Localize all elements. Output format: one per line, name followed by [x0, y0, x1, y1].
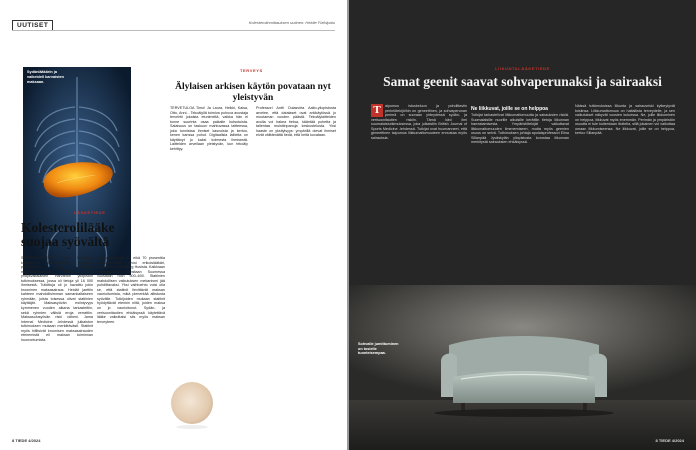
- right-column-2: [471, 104, 569, 145]
- section-label: UUTISET: [12, 20, 53, 31]
- right-column-3: Näissä tutkimuksissa liikunta ja sairausriski kytkeytyvät toisiinsa. Liikkumattomuus on haitallista terveydelle, ja sen vaikutukset näkyvät vuosien kuluessa. Ne, joille liikkuminen on helppoa, liikkuvat myös enemmän. Perimän ja ympäristön osuutta ei tule kuitenkaan liioitella, sillä jokainen voi vaikuttaa omaan liikkumiseensa. Ne liikkuvat, joille se on helppoa, kertoo Sillanpää.: [575, 104, 675, 136]
- device-shadow: [176, 425, 208, 429]
- page-folio: 8 TIEDE 4/2024: [12, 438, 41, 443]
- right-column-1-text: aipumus istuskeluun ja pohdittaviin perintötekijöihin on geneettinen, ja sohvaperunan perimä on suoraan yhteydessä sydän- ja verisuonitautien riskiin. Tämä kävi ilmi suomalaistutkimuksessa, joka julkaistiin British Journal of Sports Medicine -lehdessä. Tutkijat ovat huomanneet, että geneettinen taipumus liikkumattomuuteen ennustaa myös sairauksia.: [371, 104, 467, 140]
- left-page: [0, 0, 347, 450]
- sofa-illustration: [349, 285, 696, 450]
- divider: [12, 30, 335, 31]
- side-category: TERVEYS: [240, 68, 263, 73]
- side-column-2: Professori Antti Oulasvirta Aalto-yliopistosta arvelee, että datalaset ovat arkikäytössä jo muutaman vuoden päästä. Tekoälylaitteiden avulla voi hakea tietoa, kääntää puhetta ja tallentaa muistiinpanoja keskustelusta. Yksi haaste on yksityisyys: ympärillä olevat ihmiset eivät välttämättä tiedä, että heitä kuvataan.: [256, 106, 336, 138]
- page-folio: 8 TIEDE 4/2024: [655, 438, 684, 443]
- drop-cap: T: [371, 104, 383, 117]
- article-column-1: STATIINILÄÄKKEET, joita käytetään kolesterolin alentamiseen, näyttävät pienentävän riskiä sairastua maksasolusyöpään. Tämä ilmeni yhdysvaltalaisen Harvardin yliopiston tutkimuksessa, jossa oli tietoja yli 16 000 ihmisestä. Tutkittuja oli jo havaittu jokin krooninen maksasairaus. Heidät jaettiin kahteen mahdollisimman samankaltaiseen ryhmään, joista toisessa olivat statiinien käyttäjät. Maksasyövän esiintyvyys kymmenen vuoden aikana tarkasteltiin, sekä ryhmien välisiä eroja verrattiin. Maksasolusyövän riski väheni. Jama Internal Medicine -lehdessä julkaistun tutkimuksen mukaan merkittävästi. Statiinit myös hillitsivät kroonisen maksasairauden etenemistä eli maksan toiminnan huonontumista.: [21, 256, 93, 342]
- device-photo: [171, 382, 213, 424]
- article-column-2: Maksasolusyöpä on eikä 70 prosenttia maksasyövistä, arvioi erikoislääkäri, dosentti Fredrik Åberg Husista. Kaikkiaan maksasyöpää havaitaan Suomessa vuosittain noin 500–600. Statiinien mahdollisen vaikutuksen mekanismi jää pohdittavaksi. Yksi vaihtoehto voisi olla se, että statiinit lievittävät maksan vaurioitumista, mikä pienentää altistusta syövälle. Tutkijoiden mukaan statiinit hyödyttävät etenkin niitä, joiden maksa on jo vaurioitunut. Sydän- ja verisuonitautien ehkäisyssä käytettävä lääke vaikuttaisi siis myös maksan terveyteen.: [97, 256, 165, 324]
- image-caption: Sohvalle jumittuminen on tosielle tuonteisempaa.: [358, 342, 399, 356]
- right-column-2-text: Tutkijat tarkastelivat liikkumattomuutta ja sairauksien riskiä. Suomalaisille nuorille aikuisille kerättiin tietoja liikunnan harrastamisesta. Ympäristötekijät vaikuttavat liikkumattomuuden ilmenemiseen, mutta myös geenien osuus on selvä. Tutkimuksen johtaja apulaisprofessori Elina Sillanpää Jyväskylän yliopistosta korostaa liikunnan merkitystä sairauksien ehkäisyssä.: [471, 113, 569, 145]
- headline-main: Kolesterolilääke suojaa syövältä: [21, 220, 115, 249]
- right-column-1: [371, 104, 467, 140]
- image-caption: Sydänlääkärin ja valkeidell karvaisten maksaan.: [27, 70, 64, 84]
- category-label: LIIKUNTALÄÄKETIEDE: [495, 66, 550, 71]
- side-headline: Älylaisen arkisen käytön povataan nyt yleistyvän: [175, 82, 331, 103]
- category-label: LÄÄKETIEDE: [74, 210, 106, 215]
- side-column-1: TERVETULOA Timo! Ja Laura, Heikki, Kaisa, Otto, Anni... Tekoälyllä toimiva puhuva avustaja tervehtii jokaista etunimeltä, vaikka hän ei tunne suurinta osaa paikalle kutsutuista. Salaisuus on taskuun mahtuvassa laitteessa, joka tunnistaa ihmiset kasvoista ja kertoo, kenen kanssa puhut. Digitaalisia laitteita on käyttänyt jo kaksi kolmesta ihmisestä. Laitteiden arvellaan yleistyvän, kun tekoäly kehittyy.: [170, 106, 248, 151]
- top-tag: Kolesterolinmittauksen uutinen: Heidie Fizfolpalu: [248, 20, 335, 25]
- headline-right: Samat geenit saavat sohvaperunaksi ja sairaaksi: [383, 74, 662, 89]
- subheading: Ne liikkuvat, joille se on helppoa: [471, 106, 548, 112]
- sofa-photo: [349, 285, 696, 450]
- right-page: [349, 0, 696, 450]
